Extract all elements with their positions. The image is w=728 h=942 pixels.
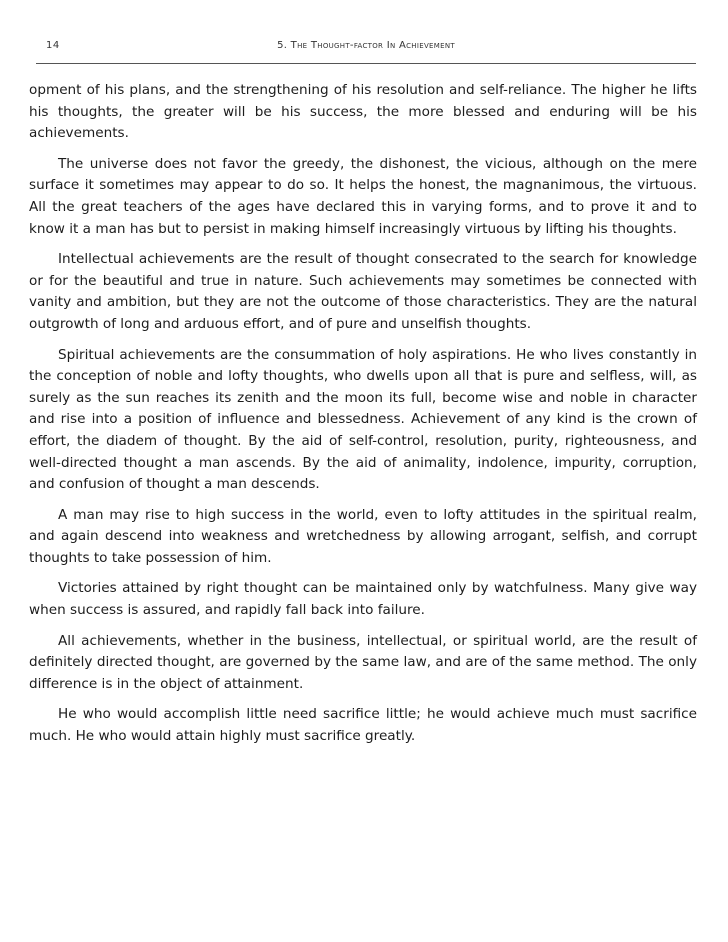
page-number: 14 xyxy=(46,40,60,51)
paragraph: He who would accomplish little need sacrifice little; he would achieve much must sacrifice much. He who would attain highly must sacrifice greatly. xyxy=(29,706,697,745)
paragraph: Victories attained by right thought can be maintained only by watchfulness. Many give way when success is assured, and rapidly fall back into failure. xyxy=(29,580,697,619)
paragraph: The universe does not favor the greedy, the dishonest, the vicious, although on the mere surface it sometimes may appear to do so. It helps the honest, the magnanimous, the virtuous. All the great teachers of the ages have declared this in varying forms, and to prove it and to know it a man has but to persist in making himself increasingly virtuous by lifting his thoughts. xyxy=(29,155,697,237)
paragraph: Intellectual achievements are the result of thought consecrated to the search for knowledge or for the beautiful and true in nature. Such achievements may sometimes be connected with vanity and ambition, but they are not the outcome of those characteristics. They are the natural outgrowth of long and arduous effort, and of pure and unselfish thoughts. xyxy=(29,251,697,332)
chapter-title: 5. The Thought-factor In Achievement xyxy=(277,40,455,51)
paragraph-continued: opment of his plans, and the strengthening of his resolution and self-reliance. The higher he lifts his thoughts, the greater will be his success, the more blessed and enduring will be his achievements. xyxy=(29,82,697,142)
body-text xyxy=(29,80,697,757)
paragraph: Spiritual achievements are the consummation of holy aspirations. He who lives constantly in the conception of noble and lofty thoughts, who dwells upon all that is pure and selfless, will, as surely as the sun reaches its zenith and the moon its full, become wise and noble in character and rise into a position of influence and blessedness. Achievement of any kind is the crown of effort, the diadem of thought. By the aid of self-control, resolution, purity, righteousness, and well-directed thought a man ascends. By the aid of animality, indolence, impurity, corruption, and confusion of thought a man descends. xyxy=(29,346,697,493)
paragraph: A man may rise to high success in the world, even to lofty attitudes in the spiritual realm, and again descend into weakness and wretchedness by allowing arrogant, selfish, and corrupt thoughts to take possession of him. xyxy=(29,506,697,566)
running-header xyxy=(36,40,696,56)
paragraph: All achievements, whether in the business, intellectual, or spiritual world, are the result of definitely directed thought, are governed by the same law, and are of the same method. The only difference is in the object of attainment. xyxy=(29,632,697,692)
header-rule xyxy=(36,63,696,64)
